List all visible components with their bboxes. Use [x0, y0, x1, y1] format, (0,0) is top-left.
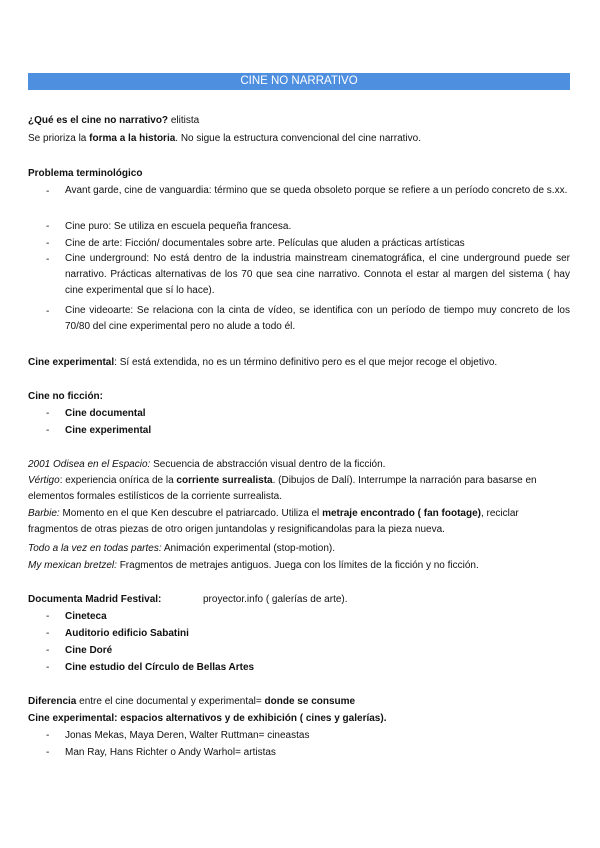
festival-side-note: proyector.info ( galerías de arte). — [203, 594, 348, 605]
emphasis: forma a la historia — [89, 133, 176, 144]
list-item: Cine documental — [65, 408, 146, 419]
bullet-dash: - — [46, 238, 50, 249]
text: . (Dibujos de Dalí). Interrumpe la narración para basarse en elementos formales estilísticos de la corriente surrealista. — [28, 475, 537, 502]
bullet-dash: - — [46, 662, 50, 673]
text: Animación experimental (stop-motion). — [161, 543, 336, 554]
emphasis: metraje encontrado ( fan footage) — [322, 508, 481, 519]
section-title-banner: CINE NO NARRATIVO — [28, 73, 570, 90]
text: Fragmentos de metrajes antiguos. Juega con los límites de la ficción y no ficción. — [116, 560, 479, 571]
list-item: Cine de arte: Ficción/ documentales sobre arte. Películas que aluden a prácticas artísticas — [65, 238, 465, 249]
film-2001 — [28, 458, 385, 471]
text: : experiencia onírica de la — [59, 475, 177, 486]
priority-line — [28, 132, 421, 145]
list-item: Cine Doré — [65, 645, 113, 656]
heading: Cine no ficción: — [28, 391, 103, 402]
film-title: 2001 Odisea en el Espacio: — [28, 459, 151, 470]
text: , reciclar fragmentos de otras piezas de otro origen juntandolas y resignificandolas para la pieza nueva. — [28, 508, 519, 535]
emphasis: donde se consume — [264, 696, 356, 707]
film-vertigo — [28, 473, 570, 505]
emphasis: corriente surrealista — [176, 475, 273, 486]
bullet-dash: - — [46, 186, 50, 197]
bullet-dash: - — [46, 425, 50, 436]
bullet-dash: - — [46, 408, 50, 419]
film-title: Todo a la vez en todas partes: — [28, 543, 162, 554]
bullet-dash: - — [46, 254, 50, 265]
question-line — [28, 114, 199, 127]
bullet-dash: - — [46, 747, 50, 758]
text: : Sí está extendida, no es un término definitivo pero es el que mejor recoge el objetivo. — [114, 357, 498, 368]
list-item: Jonas Mekas, Maya Deren, Walter Ruttman= cineastas — [65, 730, 310, 741]
term: Cine experimental — [28, 357, 115, 368]
film-title: Barbie: — [28, 508, 60, 519]
heading: Problema terminológico — [28, 168, 143, 179]
bullet-dash: - — [46, 221, 50, 232]
text: Se prioriza la — [28, 133, 90, 144]
question: ¿Qué es el cine no narrativo? — [28, 115, 169, 126]
list-item: Cineteca — [65, 611, 107, 622]
cine-experimental-line — [28, 356, 497, 369]
list-item: Cine videoarte: Se relaciona con la cinta de vídeo, se identifica con un período de tiempo muy concreto de los 70/80 del cine experimental pero no alude a todo él. — [65, 305, 570, 332]
text: Momento en el que Ken descubre el patriarcado. Utiliza el — [59, 508, 323, 519]
problema-heading — [28, 167, 142, 180]
list-item: Avant garde, cine de vanguardia: término que se queda obsoleto porque se refiere a un período concreto de s.xx. — [65, 185, 568, 196]
list-item: Man Ray, Hans Richter o Andy Warhol= artistas — [65, 747, 276, 758]
list-item: Cine puro: Se utiliza en escuela pequeña francesa. — [65, 221, 292, 232]
film-todo — [28, 542, 335, 555]
heading: Documenta Madrid Festival: — [28, 594, 162, 605]
no-ficcion-heading — [28, 390, 103, 403]
term: Diferencia — [28, 696, 77, 707]
bullet-dash: - — [46, 611, 50, 622]
diferencia-line — [28, 695, 355, 708]
text: Secuencia de abstracción visual dentro de la ficción. — [150, 459, 386, 470]
bullet-dash: - — [46, 306, 50, 317]
answer: elitista — [168, 115, 200, 126]
bullet-dash: - — [46, 628, 50, 639]
espacios-line: Cine experimental: espacios alternativos y de exhibición ( cines y galerías). — [28, 713, 387, 724]
bullet-dash: - — [46, 730, 50, 741]
list-item: Cine estudio del Círculo de Bellas Artes — [65, 662, 255, 673]
film-title: Vértigo — [28, 475, 60, 486]
festival-heading — [28, 593, 161, 606]
film-bretzel — [28, 559, 479, 572]
text: . No sigue la estructura convencional del cine narrativo. — [175, 133, 421, 144]
list-item: Cine experimental — [65, 425, 152, 436]
text: entre el cine documental y experimental= — [76, 696, 265, 707]
film-barbie — [28, 506, 570, 538]
list-item: Auditorio edificio Sabatini — [65, 628, 189, 639]
list-item: Cine underground: No está dentro de la industria mainstream cinematográfica, el cine underground puede ser narrativo. Prácticas alternativas de los 70 que sea cine narrativo. Connota el estar al margen del sistema ( hay cine experimental que sí lo hace). — [65, 253, 570, 296]
bullet-dash: - — [46, 645, 50, 656]
film-title: My mexican bretzel: — [28, 560, 117, 571]
